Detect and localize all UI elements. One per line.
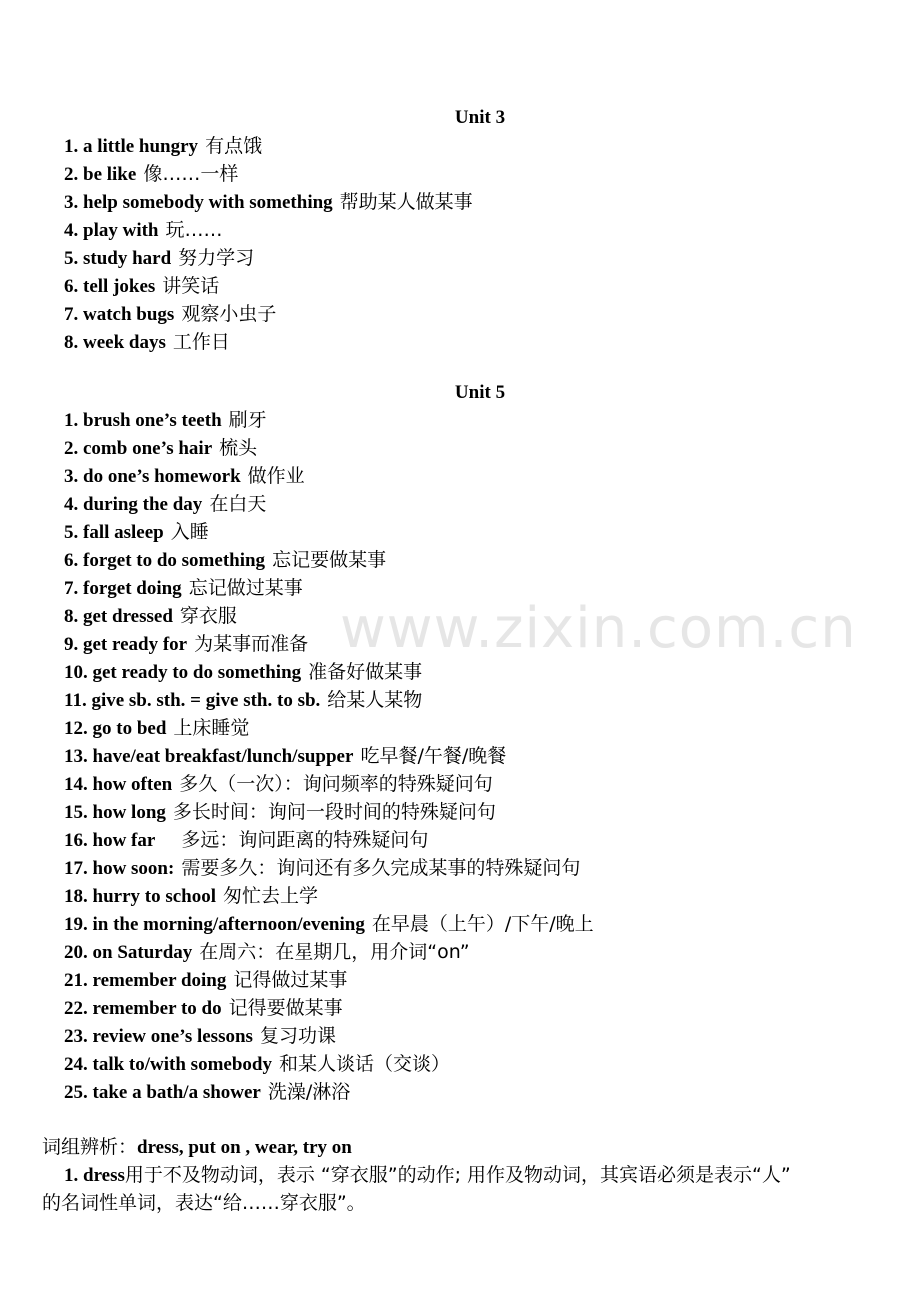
phrase-chinese: 多远：询问距离的特殊疑问句 xyxy=(181,829,429,851)
phrase-item xyxy=(64,490,594,518)
phrase-item xyxy=(64,244,473,272)
phrase-number: 8. xyxy=(64,332,79,353)
phrase-number: 16. xyxy=(64,830,88,851)
phrase-number: 12. xyxy=(64,718,88,739)
phrase-chinese: 在白天 xyxy=(209,493,267,515)
phrase-number: 17. xyxy=(64,858,88,879)
phrase-analysis-title xyxy=(42,1133,352,1161)
phrase-item xyxy=(64,406,594,434)
phrase-number: 3. xyxy=(64,192,79,213)
phrase-item xyxy=(64,966,594,994)
phrase-chinese: 需要多久：询问还有多久完成某事的特殊疑问句 xyxy=(181,857,581,879)
phrase-number: 15. xyxy=(64,802,88,823)
phrase-number: 20. xyxy=(64,942,88,963)
phrase-english: give sb. sth. = give sth. to sb. xyxy=(91,690,321,711)
phrase-number: 1. xyxy=(64,136,79,157)
phrase-item xyxy=(64,132,473,160)
phrase-chinese: 观察小虫子 xyxy=(181,303,277,325)
phrase-item xyxy=(64,1078,594,1106)
phrase-item xyxy=(64,160,473,188)
phrase-english: how far xyxy=(92,830,156,851)
phrase-english: study hard xyxy=(83,248,172,269)
phrase-number: 4. xyxy=(64,220,79,241)
phrase-number: 13. xyxy=(64,746,88,767)
phrase-item xyxy=(64,742,594,770)
phrase-number: 6. xyxy=(64,276,79,297)
phrase-number: 5. xyxy=(64,522,79,543)
phrase-english: help somebody with something xyxy=(83,192,333,213)
phrase-english: hurry to school xyxy=(92,886,216,907)
phrase-chinese: 洗澡/淋浴 xyxy=(267,1081,351,1103)
phrase-item xyxy=(64,658,594,686)
phrase-item xyxy=(64,882,594,910)
phrase-item xyxy=(64,1050,594,1078)
phrase-english: remember doing xyxy=(92,970,227,991)
phrase-number: 25. xyxy=(64,1082,88,1103)
phrase-number: 2. xyxy=(64,164,79,185)
analysis-point-1-text-cont: 的名词性单词，表达“给……穿衣服”。 xyxy=(42,1192,366,1214)
phrase-english: get ready to do something xyxy=(92,662,302,683)
phrase-number: 23. xyxy=(64,1026,88,1047)
phrase-english: during the day xyxy=(83,494,203,515)
phrase-chinese: 给某人某物 xyxy=(327,689,423,711)
phrase-chinese: 穿衣服 xyxy=(179,605,237,627)
phrase-item xyxy=(64,518,594,546)
phrase-english: go to bed xyxy=(92,718,167,739)
phrase-english: get ready for xyxy=(83,634,188,655)
phrase-item xyxy=(64,630,594,658)
watermark: www.zixin.com.cn xyxy=(340,596,857,661)
phrase-chinese: 记得要做某事 xyxy=(228,997,343,1019)
analysis-point-1-number: 1. xyxy=(64,1165,79,1186)
phrase-chinese: 工作日 xyxy=(172,331,230,353)
phrase-chinese: 讲笑话 xyxy=(162,275,220,297)
phrase-number: 3. xyxy=(64,466,79,487)
phrase-chinese: 多长时间：询问一段时间的特殊疑问句 xyxy=(172,801,496,823)
phrase-item xyxy=(64,938,594,966)
phrase-item xyxy=(64,1022,594,1050)
phrase-number: 8. xyxy=(64,606,79,627)
phrase-english: play with xyxy=(83,220,159,241)
phrase-item xyxy=(64,602,594,630)
phrase-number: 1. xyxy=(64,410,79,431)
phrase-english: remember to do xyxy=(92,998,222,1019)
phrase-chinese: 准备好做某事 xyxy=(308,661,423,683)
phrase-english: review one’s lessons xyxy=(92,1026,253,1047)
phrase-item xyxy=(64,546,594,574)
unit3-heading: Unit 3 xyxy=(454,107,506,128)
phrase-item xyxy=(64,272,473,300)
phrase-number: 2. xyxy=(64,438,79,459)
phrase-number: 21. xyxy=(64,970,88,991)
phrase-chinese: 匆忙去上学 xyxy=(223,885,319,907)
phrase-english: fall asleep xyxy=(83,522,164,543)
analysis-title-zh: 词组辨析： xyxy=(42,1136,138,1158)
phrase-item xyxy=(64,854,594,882)
phrase-english: how often xyxy=(92,774,173,795)
phrase-number: 11. xyxy=(64,690,87,711)
phrase-english: have/eat breakfast/lunch/supper xyxy=(92,746,354,767)
phrase-english: get dressed xyxy=(83,606,173,627)
phrase-number: 6. xyxy=(64,550,79,571)
phrase-english: comb one’s hair xyxy=(83,438,213,459)
phrase-item xyxy=(64,328,473,356)
phrase-chinese: 玩…… xyxy=(165,219,223,241)
phrase-number: 14. xyxy=(64,774,88,795)
phrase-item xyxy=(64,216,473,244)
analysis-point-1-continued xyxy=(42,1189,920,1217)
phrase-chinese: 和某人谈话（交谈） xyxy=(278,1053,450,1075)
phrase-chinese: 多久（一次）：询问频率的特殊疑问句 xyxy=(179,773,493,795)
phrase-item xyxy=(64,994,594,1022)
phrase-english: forget to do something xyxy=(83,550,266,571)
phrase-english: how soon: xyxy=(92,858,175,879)
phrase-number: 5. xyxy=(64,248,79,269)
analysis-point-1-term: dress xyxy=(83,1165,125,1186)
phrase-chinese: 刷牙 xyxy=(228,409,267,431)
phrase-chinese: 有点饿 xyxy=(205,135,263,157)
phrase-item xyxy=(64,462,594,490)
phrase-number: 4. xyxy=(64,494,79,515)
phrase-english: week days xyxy=(83,332,166,353)
phrase-chinese: 做作业 xyxy=(247,465,305,487)
phrase-item xyxy=(64,300,473,328)
phrase-english: on Saturday xyxy=(92,942,193,963)
unit3-phrase-list xyxy=(64,132,473,356)
phrase-english: take a bath/a shower xyxy=(92,1082,261,1103)
phrase-item xyxy=(64,770,594,798)
phrase-chinese: 在早晨（上午）/下午/晚上 xyxy=(371,913,594,935)
phrase-chinese: 在周六：在星期几，用介词“on” xyxy=(199,941,470,963)
analysis-point-1 xyxy=(42,1161,920,1189)
phrase-item xyxy=(64,910,594,938)
phrase-item xyxy=(64,714,594,742)
phrase-english: talk to/with somebody xyxy=(92,1054,272,1075)
phrase-item xyxy=(64,434,594,462)
phrase-item xyxy=(64,798,594,826)
phrase-number: 10. xyxy=(64,662,88,683)
phrase-chinese: 忘记要做某事 xyxy=(272,549,387,571)
phrase-number: 24. xyxy=(64,1054,88,1075)
phrase-chinese: 为某事而准备 xyxy=(194,633,309,655)
phrase-number: 18. xyxy=(64,886,88,907)
phrase-chinese: 帮助某人做某事 xyxy=(339,191,473,213)
phrase-item xyxy=(64,686,594,714)
phrase-number: 7. xyxy=(64,304,79,325)
analysis-point-1-text: 用于不及物动词，表示 “穿衣服”的动作; 用作及物动词，其宾语必须是表示“人” xyxy=(124,1164,791,1186)
phrase-english: how long xyxy=(92,802,166,823)
unit5-heading: Unit 5 xyxy=(454,382,506,403)
phrase-item xyxy=(64,826,594,854)
phrase-item xyxy=(64,188,473,216)
phrase-english: brush one’s teeth xyxy=(83,410,222,431)
phrase-english: tell jokes xyxy=(83,276,156,297)
unit5-phrase-list xyxy=(64,406,594,1106)
phrase-chinese: 入睡 xyxy=(170,521,209,543)
phrase-item xyxy=(64,574,594,602)
phrase-chinese: 吃早餐/午餐/晚餐 xyxy=(360,745,507,767)
analysis-title-en: dress, put on , wear, try on xyxy=(137,1137,352,1158)
phrase-chinese: 上床睡觉 xyxy=(173,717,250,739)
phrase-number: 7. xyxy=(64,578,79,599)
phrase-english: watch bugs xyxy=(83,304,175,325)
phrase-number: 19. xyxy=(64,914,88,935)
phrase-chinese: 梳头 xyxy=(219,437,258,459)
phrase-chinese: 努力学习 xyxy=(178,247,255,269)
phrase-english: forget doing xyxy=(83,578,182,599)
phrase-chinese: 像……一样 xyxy=(143,163,239,185)
phrase-english: do one’s homework xyxy=(83,466,241,487)
phrase-number: 22. xyxy=(64,998,88,1019)
phrase-chinese: 忘记做过某事 xyxy=(188,577,303,599)
phrase-english: a little hungry xyxy=(83,136,199,157)
phrase-english: in the morning/afternoon/evening xyxy=(92,914,365,935)
phrase-chinese: 复习功课 xyxy=(259,1025,336,1047)
phrase-english: be like xyxy=(83,164,137,185)
phrase-chinese: 记得做过某事 xyxy=(233,969,348,991)
phrase-number: 9. xyxy=(64,634,79,655)
